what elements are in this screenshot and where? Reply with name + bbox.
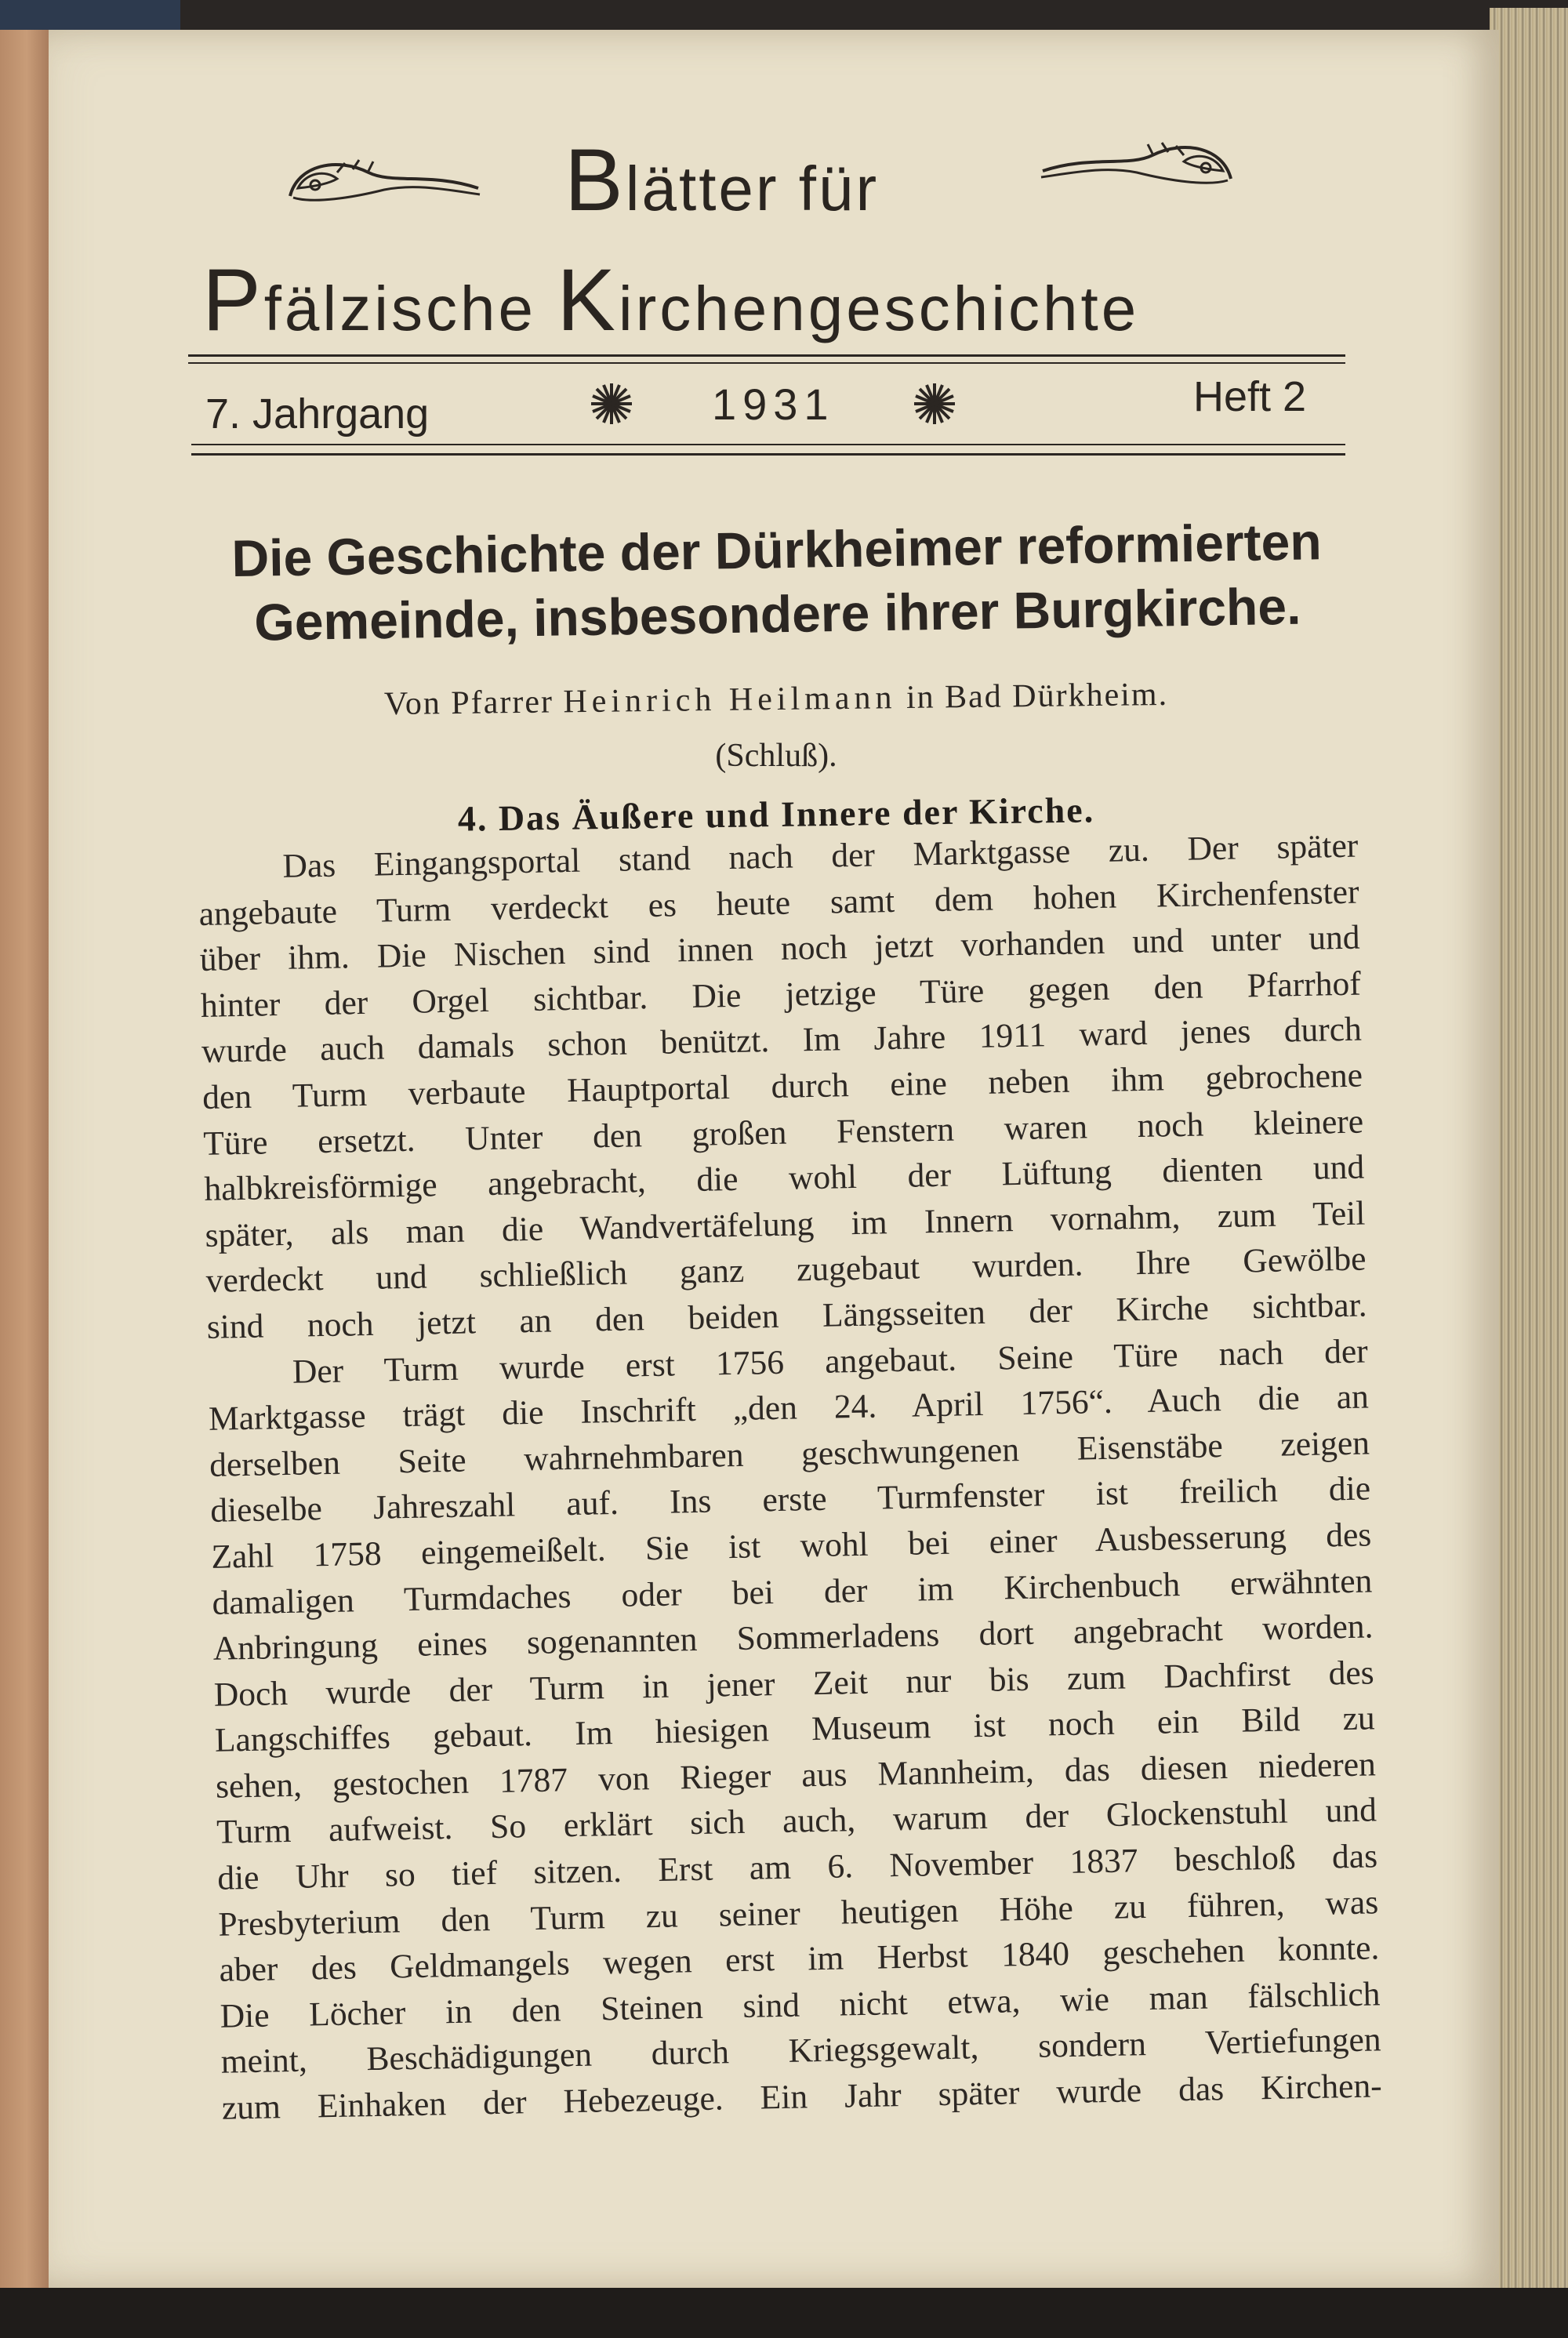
body-line: Presbyterium den Turm zu seiner heutigen Höhe zu führen, was <box>217 1882 1379 1944</box>
title-line1-text: lätter für <box>625 154 880 223</box>
issue-number: Heft 2 <box>1193 373 1307 420</box>
body-line: verdeckt und schließlich ganz zugebaut wurden. Ihre Gewölbe <box>205 1240 1367 1301</box>
volume-label: 7. Jahrgang <box>205 390 430 437</box>
issue-info-row <box>205 372 1334 443</box>
body-line: sind noch jetzt an den beiden Längsseiten der Kirche sichtbar. <box>206 1286 1367 1346</box>
page-bottom-shadow <box>0 2288 1568 2338</box>
left-ornament-icon <box>282 149 486 212</box>
body-line: meint, Beschädigungen durch Kriegsgewalt, sondern Vertiefungen <box>220 2020 1381 2082</box>
body-line: über ihm. Die Nischen sind innen noch jetzt vorhanden und unter und <box>199 918 1360 979</box>
issue-year: 1931 <box>712 379 835 429</box>
byline-prefix: Von Pfarrer <box>383 684 564 723</box>
title-initial-p: P <box>202 251 264 349</box>
body-line: angebaute Turm verdeckt es heute samt dem hohen Kirchenfenster <box>198 873 1359 933</box>
article-title-line1: Die Geschichte der Dürkheimer reformierten <box>230 512 1323 588</box>
body-line: Das Eingangsportal stand nach der Marktgasse zu. Der später <box>282 826 1359 885</box>
article-title-line2: Gemeinde, insbesondere ihrer Burgkirche. <box>253 576 1301 652</box>
title-line2-part2: irchengeschichte <box>618 274 1140 343</box>
asterisk-ornament-icon <box>911 380 958 427</box>
body-line: damaligen Turmdaches oder bei der im Kirchenbuch erwähnten <box>212 1561 1373 1622</box>
body-line: halbkreisförmige angebracht, die wohl der Lüftung dienten und <box>203 1148 1365 1209</box>
body-line: Langschiffes gebaut. Im hiesigen Museum ist noch ein Bild zu <box>214 1699 1376 1760</box>
asterisk-ornament-icon <box>588 380 635 427</box>
body-line: Türe ersetzt. Unter den großen Fenstern waren noch kleinere <box>202 1102 1364 1163</box>
body-line: den Turm verbaute Hauptportal durch eine neben ihm gebrochene <box>201 1056 1363 1116</box>
body-line: dieselbe Jahreszahl auf. Ins erste Turmfenster ist freilich die <box>209 1469 1371 1530</box>
journal-title-line2 <box>202 249 1378 350</box>
article-body <box>198 823 1382 2132</box>
right-ornament-icon <box>1035 132 1239 194</box>
continuation-note: (Schluß). <box>715 738 837 774</box>
body-line: Die Löcher in den Steinen sind nicht etwa, wie man fälschlich <box>220 1975 1381 2035</box>
body-line: wurde auch damals schon benützt. Im Jahre 1911 ward jenes durch <box>201 1010 1363 1071</box>
title-initial-b: B <box>564 131 626 229</box>
title-initial-k: K <box>557 251 619 349</box>
byline-author: Heinrich Heilmann <box>563 680 897 721</box>
section-heading: 4. Das Äußere und Innere der Kirche. <box>457 790 1095 839</box>
body-line: Anbringung eines sogenannten Sommerladens dort angebracht worden. <box>212 1607 1374 1668</box>
masthead-rule-top-thin <box>188 362 1345 364</box>
masthead-rule-bottom <box>191 453 1345 456</box>
body-line: später, als man die Wandvertäfelung im Innern vornahm, zum Teil <box>205 1194 1366 1254</box>
body-line: Doch wurde der Turm in jener Zeit nur bis zum Dachfirst des <box>213 1654 1374 1714</box>
body-line: aber des Geldmangels wegen erst im Herbst 1840 geschehen konnte. <box>219 1929 1380 1989</box>
body-line: hinter der Orgel sichtbar. Die jetzige Türe gegen den Pfarrhof <box>200 964 1362 1025</box>
body-line: die Uhr so tief sitzen. Erst am 6. November 1837 beschloß das <box>216 1837 1378 1897</box>
byline-suffix: in Bad Dürkheim. <box>896 676 1169 717</box>
body-line: sehen, gestochen 1787 von Rieger aus Mannheim, das diesen niederen <box>215 1745 1377 1806</box>
article-title <box>188 508 1366 655</box>
body-line: Zahl 1758 eingemeißelt. Sie ist wohl bei einer Ausbesserung des <box>210 1516 1372 1576</box>
binding-cloth <box>0 0 180 30</box>
page-edges <box>1490 8 1568 2297</box>
journal-title-line1 <box>564 129 1035 231</box>
body-line: Marktgasse trägt die Inschrift „den 24. April 1756“. Auch die an <box>208 1378 1370 1438</box>
body-line: derselben Seite wahrnehmbaren geschwungenen Eisenstäbe zeigen <box>209 1424 1370 1484</box>
title-line2-part1: fälzische <box>263 274 557 343</box>
masthead-rule-bottom-thin <box>191 444 1345 445</box>
body-line: Turm aufweist. So erklärt sich auch, warum der Glockenstuhl und <box>216 1791 1377 1852</box>
body-line: zum Einhaken der Hebezeuge. Ein Jahr später wurde das Kirchen- <box>221 2067 1383 2127</box>
book-binding <box>0 0 49 2338</box>
body-line: Der Turm wurde erst 1756 angebaut. Seine Türe nach der <box>292 1331 1369 1391</box>
masthead-rule-top <box>188 354 1345 357</box>
